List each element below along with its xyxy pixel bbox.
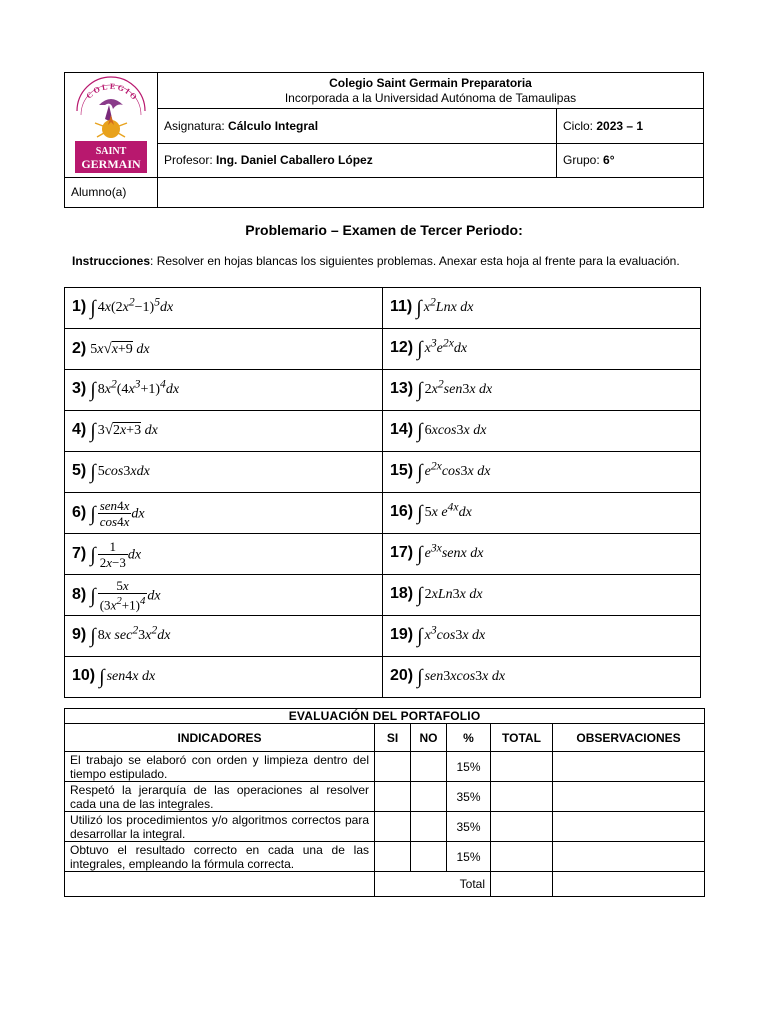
indicator-text: Obtuvo el resultado correcto en cada una de las integrales, empleando la fórmula correcta. bbox=[65, 842, 375, 872]
student-name-field[interactable] bbox=[158, 177, 704, 207]
total-field[interactable] bbox=[491, 782, 553, 812]
no-checkbox[interactable] bbox=[411, 782, 447, 812]
problem-7: 7) ∫ $\frac{1}{2x-3}$ dx bbox=[65, 534, 383, 575]
logo-cell bbox=[65, 73, 158, 178]
problem-number: 13) bbox=[390, 380, 414, 398]
percent-value: 15% bbox=[447, 842, 491, 872]
problem-1: 1) ∫ $4x(2x^2-1)^5dx$ bbox=[65, 288, 383, 329]
problem-number: 10) bbox=[72, 666, 96, 684]
grand-total-field[interactable] bbox=[491, 872, 553, 897]
table-row bbox=[65, 752, 705, 782]
total-field[interactable] bbox=[491, 812, 553, 842]
header-observations: OBSERVACIONES bbox=[553, 724, 705, 752]
group-label: Grupo: bbox=[563, 153, 600, 168]
grand-observations-field[interactable] bbox=[553, 872, 705, 897]
school-incorporation: Incorporada a la Universidad Autónoma de Tamaulipas bbox=[284, 90, 577, 105]
problem-number: 1) bbox=[72, 298, 87, 316]
si-checkbox[interactable] bbox=[375, 782, 411, 812]
student-label-cell bbox=[65, 177, 158, 207]
problem-number: 8) bbox=[72, 586, 87, 604]
table-row bbox=[65, 842, 705, 872]
problem-number: 19) bbox=[390, 626, 414, 644]
problem-number: 12) bbox=[390, 339, 414, 357]
problem-number: 5) bbox=[72, 461, 87, 479]
problem-11: 11) ∫ $x^2Lnx$ dx bbox=[383, 288, 701, 329]
school-name-cell bbox=[158, 73, 704, 109]
cycle-value: 2023 – 1 bbox=[596, 118, 644, 133]
student-label: Alumno(a) bbox=[71, 185, 127, 200]
evaluation-table bbox=[64, 708, 705, 897]
problem-15: 15) ∫ $e^{2x}\cos 3x$ dx bbox=[383, 452, 701, 493]
subject-cell bbox=[158, 109, 557, 143]
group-cell bbox=[557, 143, 704, 177]
school-logo bbox=[65, 75, 157, 175]
no-checkbox[interactable] bbox=[411, 752, 447, 782]
school-crest-icon bbox=[65, 75, 157, 175]
table-row bbox=[65, 812, 705, 842]
problems-table bbox=[64, 287, 701, 698]
problem-number: 20) bbox=[390, 666, 414, 684]
percent-value: 15% bbox=[447, 752, 491, 782]
total-row-blank bbox=[65, 872, 375, 897]
total-field[interactable] bbox=[491, 752, 553, 782]
header-no: NO bbox=[411, 724, 447, 752]
indicator-text: Utilizó los procedimientos y/o algoritmos correctos para desarrollar la integral. bbox=[65, 812, 375, 842]
problem-17: 17) ∫ $e^{3x}senx$ dx bbox=[383, 534, 701, 575]
logo-name-line2: GERMAIN bbox=[81, 156, 141, 171]
problem-13: 13) ∫ $2x^2sen3x$ dx bbox=[383, 370, 701, 411]
observations-field[interactable] bbox=[553, 842, 705, 872]
page-title: Problemario – Examen de Tercer Periodo: bbox=[245, 222, 523, 238]
problem-16: 16) ∫ 5x $e^{4x}dx$ bbox=[383, 493, 701, 534]
observations-field[interactable] bbox=[553, 782, 705, 812]
problem-number: 6) bbox=[72, 504, 87, 522]
problem-number: 3) bbox=[72, 380, 87, 398]
total-field[interactable] bbox=[491, 842, 553, 872]
problem-12: 12) ∫ $x^3e^{2x}dx$ bbox=[383, 329, 701, 370]
problem-number: 9) bbox=[72, 626, 87, 644]
problem-4: 4) ∫ 3√2x+3 dx bbox=[65, 411, 383, 452]
cycle-cell bbox=[557, 109, 704, 143]
problem-6: 6) ∫ $\frac{\text{sen4x}}{\cos 4x}$ dx bbox=[65, 493, 383, 534]
problem-number: 17) bbox=[390, 544, 414, 562]
logo-arc-text: COLEGIO bbox=[84, 81, 140, 103]
subject-label: Asignatura: bbox=[164, 118, 225, 133]
problem-18: 18) ∫ 2xLn3x dx bbox=[383, 575, 701, 616]
instructions bbox=[72, 254, 696, 268]
indicator-text: El trabajo se elaboró con orden y limpieza dentro del tiempo estipulado. bbox=[65, 752, 375, 782]
problem-19: 19) ∫ $x^3\cos 3x$ dx bbox=[383, 616, 701, 657]
observations-field[interactable] bbox=[553, 752, 705, 782]
problem-number: 18) bbox=[390, 584, 414, 602]
evaluation-title: EVALUACIÓN DEL PORTAFOLIO bbox=[65, 709, 705, 724]
header-si: SI bbox=[375, 724, 411, 752]
problem-14: 14) ∫ 6xcos3x dx bbox=[383, 411, 701, 452]
problem-number: 16) bbox=[390, 503, 414, 521]
percent-value: 35% bbox=[447, 782, 491, 812]
indicator-text: Respetó la jerarquía de las operaciones al resolver cada una de las integrales. bbox=[65, 782, 375, 812]
si-checkbox[interactable] bbox=[375, 752, 411, 782]
teacher-value: Ing. Daniel Caballero López bbox=[216, 153, 373, 168]
problem-2: 2) 5x√x+9 dx bbox=[65, 329, 383, 370]
no-checkbox[interactable] bbox=[411, 842, 447, 872]
header-table bbox=[64, 72, 704, 208]
problem-number: 2) bbox=[72, 340, 87, 357]
total-label: Total bbox=[375, 872, 491, 897]
problem-number: 4) bbox=[72, 420, 87, 438]
cycle-label: Ciclo: bbox=[563, 118, 594, 133]
problem-number: 7) bbox=[72, 545, 87, 563]
header-percent: % bbox=[447, 724, 491, 752]
problem-number: 14) bbox=[390, 420, 414, 438]
observations-field[interactable] bbox=[553, 812, 705, 842]
problem-9: 9) ∫ 8x $\sec^23x^2dx$ bbox=[65, 616, 383, 657]
header-indicators: INDICADORES bbox=[65, 724, 375, 752]
instructions-label: Instrucciones bbox=[72, 254, 151, 268]
problem-5: 5) ∫ 5cos3xdx bbox=[65, 452, 383, 493]
problem-10: 10) ∫ sen4x dx bbox=[65, 657, 383, 698]
problem-3: 3) ∫ $8x^2(4x^3+1)^4dx$ bbox=[65, 370, 383, 411]
teacher-cell bbox=[158, 143, 557, 177]
group-value: 6° bbox=[603, 153, 615, 168]
problem-number: 11) bbox=[390, 298, 413, 316]
table-row bbox=[65, 782, 705, 812]
header-total: TOTAL bbox=[491, 724, 553, 752]
school-name: Colegio Saint Germain Preparatoria bbox=[329, 75, 532, 90]
no-checkbox[interactable] bbox=[411, 812, 447, 842]
si-checkbox[interactable] bbox=[375, 842, 411, 872]
teacher-label: Profesor: bbox=[164, 153, 213, 168]
logo-name-line1: SAINT bbox=[95, 145, 127, 157]
instructions-text: : Resolver en hojas blancas los siguientes problemas. Anexar esta hoja al frente para la evaluación. bbox=[150, 254, 680, 268]
subject-value: Cálculo Integral bbox=[228, 118, 319, 133]
problem-20: 20) ∫ sen3xcos3x dx bbox=[383, 657, 701, 698]
problem-8: 8) ∫ $\frac{5x}{(3x^2+1)^4}$ dx bbox=[65, 575, 383, 616]
percent-value: 35% bbox=[447, 812, 491, 842]
si-checkbox[interactable] bbox=[375, 812, 411, 842]
problem-number: 15) bbox=[390, 462, 414, 480]
total-row bbox=[65, 872, 705, 897]
